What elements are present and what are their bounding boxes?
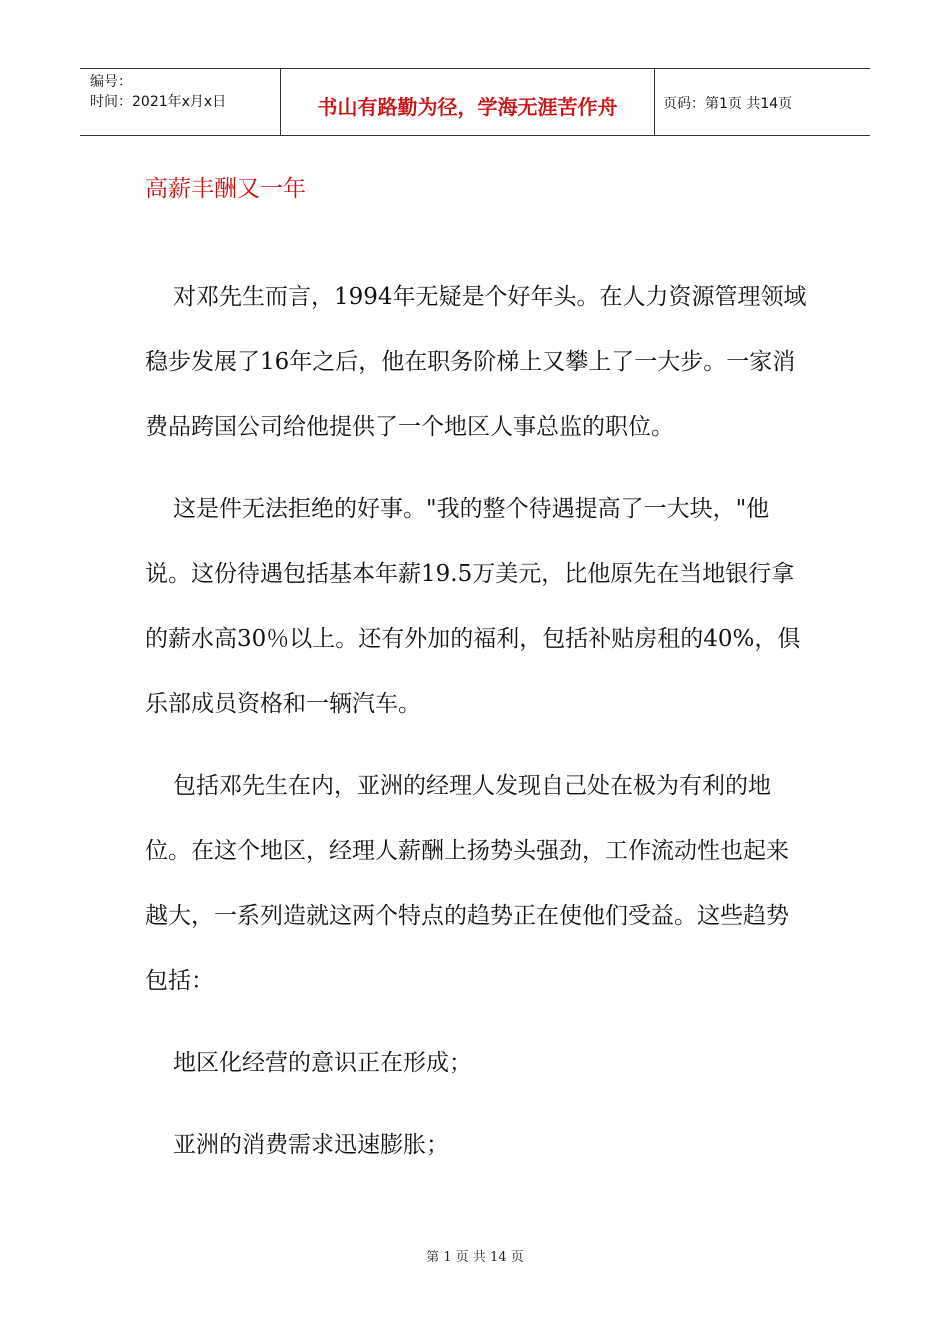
list-item: 地区化经营的意识正在形成； bbox=[173, 1050, 472, 1076]
document-title: 高薪丰酬又一年 bbox=[145, 176, 306, 202]
header-page-label: 页码：第1页 共14页 bbox=[663, 96, 793, 112]
document-time-label: 时间：2021年x月x日 bbox=[90, 94, 227, 110]
document-number-label: 编号： bbox=[90, 74, 132, 90]
header-motto: 书山有路勤为径，学海无涯苦作舟 bbox=[281, 69, 655, 135]
page-footer: 第 1 页 共 14 页 bbox=[426, 1250, 524, 1265]
header-meta-cell bbox=[80, 69, 281, 135]
list-item: 亚洲的消费需求迅速膨胀； bbox=[173, 1132, 449, 1158]
paragraph: 这是件无法拒绝的好事。"我的整个待遇提高了一大块，"他说。这份待遇包括基本年薪19.5万美元，比他原先在当地银行拿的薪水高30％以上。还有外加的福利，包括补贴房租的40%，俱乐部成员资格和一辆汽车。 bbox=[145, 496, 801, 717]
paragraph: 对邓先生而言，1994年无疑是个好年头。在人力资源管理领域稳步发展了16年之后，他在职务阶梯上又攀上了一大步。一家消费品跨国公司给他提供了一个地区人事总监的职位。 bbox=[145, 284, 807, 440]
paragraph: 包括邓先生在内，亚洲的经理人发现自己处在极为有利的地位。在这个地区，经理人薪酬上扬势头强劲，工作流动性也起来越大，一系列造就这两个特点的趋势正在使他们受益。这些趋势包括： bbox=[145, 773, 789, 994]
header-table bbox=[80, 68, 870, 136]
document-body bbox=[145, 265, 810, 1195]
